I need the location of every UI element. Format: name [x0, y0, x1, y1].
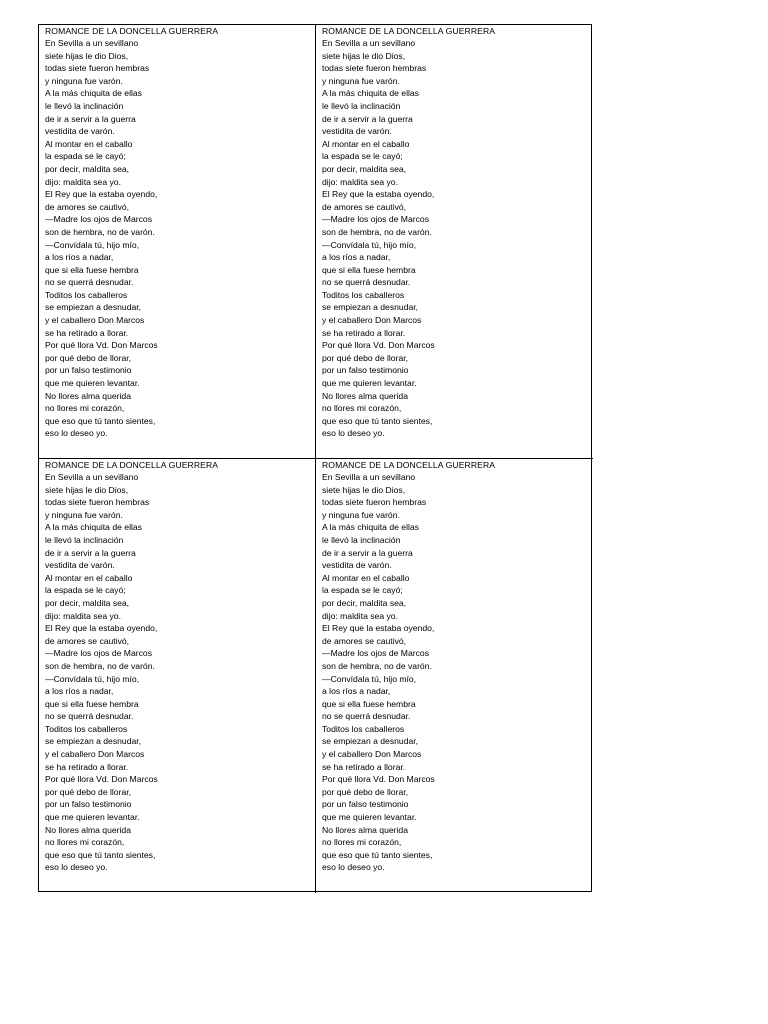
poem-line: no llores mi corazón, — [45, 837, 125, 848]
poem-line: de ir a servir a la guerra — [322, 547, 413, 558]
poem-line: por decir, maldita sea, — [322, 163, 407, 174]
poem-line: de amores se cautivó, — [322, 635, 407, 646]
poem-line: vestidita de varón. — [45, 560, 115, 571]
poem-line: y el caballero Don Marcos — [322, 749, 422, 760]
poem-line: eso lo deseo yo. — [322, 428, 385, 439]
poem-line: a los ríos a nadar, — [45, 252, 114, 263]
poem-lines — [322, 471, 593, 874]
poem-line: vestidita de varón. — [322, 560, 392, 571]
poem-line: No llores alma querida — [322, 390, 408, 401]
poem-line: se ha retirado a llorar. — [322, 327, 406, 338]
poem-title: ROMANCE DE LA DONCELLA GUERRERA — [45, 460, 219, 470]
poem-line: que eso que tú tanto sientes, — [45, 415, 156, 426]
poem-line: por qué debo de llorar, — [322, 352, 409, 363]
poem-line: siete hijas le dio Dios, — [322, 484, 406, 495]
poem-line: A la más chiquita de ellas — [45, 88, 142, 99]
poem-line: y ninguna fue varón. — [45, 75, 123, 86]
poem-line: son de hembra, no de varón. — [45, 660, 155, 671]
poem-line: que eso que tú tanto sientes, — [322, 849, 433, 860]
poem-line: de ir a servir a la guerra — [45, 113, 136, 124]
poem-line: En Sevilla a un sevillano — [45, 472, 139, 482]
poem-line: Por qué llora Vd. Don Marcos — [322, 774, 435, 785]
poem-line: A la más chiquita de ellas — [322, 88, 419, 99]
poem-line: dijo: maldita sea yo. — [322, 610, 398, 621]
poem-line: por decir, maldita sea, — [322, 597, 407, 608]
poem-line: Por qué llora Vd. Don Marcos — [322, 340, 435, 351]
poem-line: que si ella fuese hembra — [322, 264, 416, 275]
poem-line: a los ríos a nadar, — [45, 686, 114, 697]
poem-title: ROMANCE DE LA DONCELLA GUERRERA — [322, 26, 496, 36]
poem-line: Al montar en el caballo — [322, 138, 410, 149]
poem-line: se ha retirado a llorar. — [45, 327, 129, 338]
poem-line: que si ella fuese hembra — [322, 698, 416, 709]
poem-line: Toditos los caballeros — [45, 723, 128, 734]
poem-line: le llevó la inclinación — [322, 534, 401, 545]
poem-line: dijo: maldita sea yo. — [45, 176, 121, 187]
poem-line: no llores mi corazón, — [45, 403, 125, 414]
poem-line: que me quieren levantar. — [45, 812, 140, 823]
poem-line: por qué debo de llorar, — [45, 352, 132, 363]
poem-title: ROMANCE DE LA DONCELLA GUERRERA — [322, 460, 496, 470]
poem-line: Al montar en el caballo — [45, 138, 133, 149]
poem-line: se ha retirado a llorar. — [45, 761, 129, 772]
poem-line: No llores alma querida — [45, 390, 131, 401]
poem-line: y ninguna fue varón. — [322, 75, 400, 86]
poem-lines — [45, 37, 315, 440]
poem-line: Por qué llora Vd. Don Marcos — [45, 774, 158, 785]
poem-cell-bottom-left — [39, 459, 316, 893]
poem-line: dijo: maldita sea yo. — [45, 610, 121, 621]
poem-line: que me quieren levantar. — [322, 812, 417, 823]
poem-line: y ninguna fue varón. — [45, 509, 123, 520]
poem-table — [38, 24, 592, 892]
poem-line: vestidita de varón. — [322, 126, 392, 137]
poem-line: la espada se le cayó; — [45, 151, 126, 162]
poem-line: por decir, maldita sea, — [45, 597, 130, 608]
poem-line: no llores mi corazón, — [322, 837, 402, 848]
poem-line: eso lo deseo yo. — [322, 862, 385, 873]
poem-line: no se querrá desnudar. — [45, 277, 134, 288]
poem-line: que si ella fuese hembra — [45, 264, 139, 275]
poem-line: En Sevilla a un sevillano — [322, 38, 416, 48]
poem-line: de amores se cautivó, — [322, 201, 407, 212]
poem-lines — [45, 471, 315, 874]
poem-line: eso lo deseo yo. — [45, 428, 108, 439]
poem-line: de amores se cautivó, — [45, 201, 130, 212]
poem-line: —Madre los ojos de Marcos — [45, 214, 152, 225]
poem-line: El Rey que la estaba oyendo, — [45, 623, 158, 634]
poem-line: No llores alma querida — [45, 824, 131, 835]
poem-line: En Sevilla a un sevillano — [322, 472, 416, 482]
poem-line: —Convídala tú, hijo mío, — [45, 239, 140, 250]
poem-line: que si ella fuese hembra — [45, 698, 139, 709]
poem-line: y el caballero Don Marcos — [322, 315, 422, 326]
poem-line: la espada se le cayó; — [322, 585, 403, 596]
poem-line: por un falso testimonio — [45, 365, 132, 376]
poem-line: El Rey que la estaba oyendo, — [322, 189, 435, 200]
poem-line: no se querrá desnudar. — [322, 277, 411, 288]
poem-line: la espada se le cayó; — [45, 585, 126, 596]
poem-line: y el caballero Don Marcos — [45, 315, 145, 326]
poem-line: El Rey que la estaba oyendo, — [45, 189, 158, 200]
poem-line: dijo: maldita sea yo. — [322, 176, 398, 187]
poem-line: siete hijas le dio Dios, — [322, 50, 406, 61]
poem-line: Al montar en el caballo — [322, 572, 410, 583]
poem-lines — [322, 37, 593, 440]
poem-line: todas siete fueron hembras — [322, 63, 427, 74]
poem-line: siete hijas le dio Dios, — [45, 484, 129, 495]
poem-line: le llevó la inclinación — [45, 534, 124, 545]
poem-line: de amores se cautivó, — [45, 635, 130, 646]
poem-line: No llores alma querida — [322, 824, 408, 835]
poem-line: por un falso testimonio — [45, 799, 132, 810]
poem-line: por un falso testimonio — [322, 799, 409, 810]
poem-line: no se querrá desnudar. — [45, 711, 134, 722]
poem-line: siete hijas le dio Dios, — [45, 50, 129, 61]
poem-line: que me quieren levantar. — [322, 378, 417, 389]
poem-line: Al montar en el caballo — [45, 572, 133, 583]
poem-line: se empiezan a desnudar, — [322, 736, 419, 747]
poem-line: —Madre los ojos de Marcos — [45, 648, 152, 659]
poem-line: se empiezan a desnudar, — [322, 302, 419, 313]
poem-line: todas siete fueron hembras — [45, 63, 150, 74]
poem-title: ROMANCE DE LA DONCELLA GUERRERA — [45, 26, 219, 36]
poem-line: no llores mi corazón, — [322, 403, 402, 414]
poem-line: y el caballero Don Marcos — [45, 749, 145, 760]
poem-line: por decir, maldita sea, — [45, 163, 130, 174]
poem-line: vestidita de varón. — [45, 126, 115, 137]
poem-line: El Rey que la estaba oyendo, — [322, 623, 435, 634]
poem-line: A la más chiquita de ellas — [45, 522, 142, 533]
poem-line: todas siete fueron hembras — [322, 497, 427, 508]
poem-line: son de hembra, no de varón. — [322, 660, 432, 671]
poem-line: se empiezan a desnudar, — [45, 736, 142, 747]
poem-line: a los ríos a nadar, — [322, 686, 391, 697]
poem-line: todas siete fueron hembras — [45, 497, 150, 508]
poem-line: A la más chiquita de ellas — [322, 522, 419, 533]
poem-line: que eso que tú tanto sientes, — [322, 415, 433, 426]
poem-line: —Madre los ojos de Marcos — [322, 648, 429, 659]
poem-line: se ha retirado a llorar. — [322, 761, 406, 772]
poem-line: de ir a servir a la guerra — [322, 113, 413, 124]
poem-line: por qué debo de llorar, — [322, 786, 409, 797]
poem-line: eso lo deseo yo. — [45, 862, 108, 873]
poem-line: se empiezan a desnudar, — [45, 302, 142, 313]
poem-line: y ninguna fue varón. — [322, 509, 400, 520]
poem-line: —Convídala tú, hijo mío, — [322, 673, 417, 684]
poem-line: Toditos los caballeros — [322, 289, 405, 300]
poem-line: por un falso testimonio — [322, 365, 409, 376]
poem-line: —Convídala tú, hijo mío, — [45, 673, 140, 684]
poem-line: de ir a servir a la guerra — [45, 547, 136, 558]
poem-line: Por qué llora Vd. Don Marcos — [45, 340, 158, 351]
poem-line: por qué debo de llorar, — [45, 786, 132, 797]
poem-line: a los ríos a nadar, — [322, 252, 391, 263]
poem-line: que eso que tú tanto sientes, — [45, 849, 156, 860]
poem-line: que me quieren levantar. — [45, 378, 140, 389]
poem-line: le llevó la inclinación — [45, 100, 124, 111]
poem-line: —Madre los ojos de Marcos — [322, 214, 429, 225]
poem-line: Toditos los caballeros — [45, 289, 128, 300]
poem-cell-top-left — [39, 25, 316, 459]
poem-line: son de hembra, no de varón. — [322, 226, 432, 237]
poem-line: no se querrá desnudar. — [322, 711, 411, 722]
poem-line: Toditos los caballeros — [322, 723, 405, 734]
poem-line: le llevó la inclinación — [322, 100, 401, 111]
poem-line: la espada se le cayó; — [322, 151, 403, 162]
poem-line: En Sevilla a un sevillano — [45, 38, 139, 48]
poem-cell-top-right — [316, 25, 593, 459]
poem-line: —Convídala tú, hijo mío, — [322, 239, 417, 250]
poem-line: son de hembra, no de varón. — [45, 226, 155, 237]
poem-cell-bottom-right — [316, 459, 593, 893]
